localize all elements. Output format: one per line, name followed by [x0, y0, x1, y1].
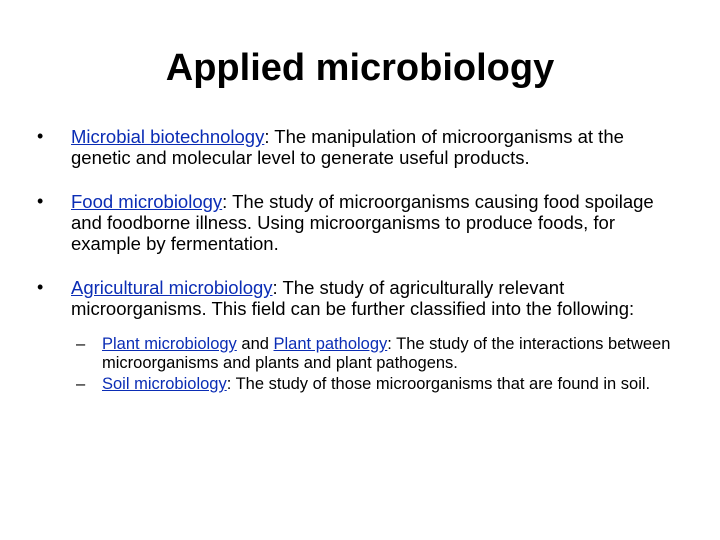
link-plant-microbiology[interactable]: Plant microbiology [102, 335, 237, 353]
bullet-agricultural-microbiology [34, 277, 684, 394]
link-plant-pathology[interactable]: Plant pathology [273, 335, 388, 353]
bullet-list [34, 126, 684, 417]
bullet-icon: • [37, 191, 44, 211]
bullet-icon: • [37, 277, 44, 297]
link-soil-microbiology[interactable]: Soil microbiology [102, 375, 227, 393]
sub-bullet-connector: and [236, 335, 274, 353]
link-food-microbiology[interactable]: Food microbiology [71, 191, 223, 212]
bullet-text: : The study of microorganisms causing food spoilage and foodborne illness. Using microorganisms to produce foods, for example by fermentation. [71, 191, 654, 254]
link-microbial-biotechnology[interactable]: Microbial biotechnology [71, 126, 265, 147]
sub-bullet-icon: – [76, 375, 86, 393]
bullet-food-microbiology [34, 191, 684, 254]
link-agricultural-microbiology[interactable]: Agricultural microbiology [71, 277, 273, 298]
sub-bullet-list [71, 335, 684, 394]
slide-title: Applied microbiology [165, 47, 555, 89]
bullet-text: : The study of agriculturally relevant microorganisms. This field can be further classified into the following: [71, 277, 635, 319]
bullet-microbial-biotechnology [34, 126, 684, 168]
sub-bullet-text: : The study of the interactions between microorganisms and plants and plant pathogens. [102, 335, 671, 372]
bullet-text: : The manipulation of microorganisms at the genetic and molecular level to generate useful products. [71, 126, 624, 168]
sub-bullet-soil [34, 375, 684, 394]
sub-bullet-icon: – [76, 335, 86, 353]
bullet-icon: • [37, 126, 44, 146]
sub-bullet-text: : The study of those microorganisms that are found in soil. [226, 375, 651, 393]
sub-bullet-plant [34, 335, 684, 373]
